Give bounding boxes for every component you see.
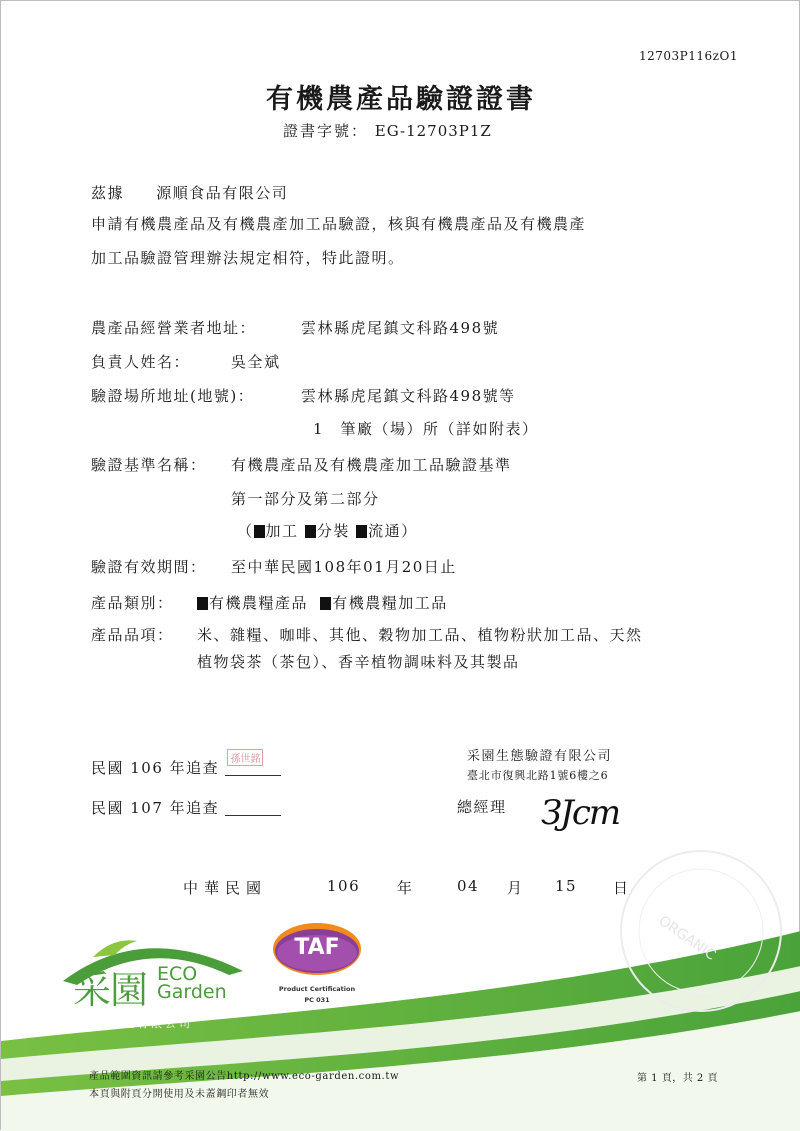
standard-value: 有機農產品及有機農產加工品驗證基準 <box>231 456 512 474</box>
followup-107-label: 民國 107 年追查 <box>91 799 220 817</box>
followup-107-line <box>225 799 281 816</box>
items-line-2: 植物袋茶（茶包）、香辛植物調味料及其製品 <box>197 653 520 671</box>
site-address-value: 雲林縣虎尾鎮文科路498號等 <box>301 387 516 405</box>
followup-106-label: 民國 106 年追查 <box>91 759 220 777</box>
date-era: 中華民國 <box>183 879 268 897</box>
watermark-text: ORGANIC <box>655 912 719 964</box>
serial-number: 12703P116zO1 <box>639 49 738 63</box>
signature: ЗJcm <box>541 793 620 833</box>
intro-line-1: 申請有機農產品及有機農產加工品驗證，核與有機農產品及有機農產 <box>91 215 587 233</box>
date-year: 106 <box>327 877 361 895</box>
intro-line-2: 加工品驗證管理辦法規定相符，特此證明。 <box>91 249 405 267</box>
items-label: 產品品項： <box>91 626 174 644</box>
category-label: 產品類別： <box>91 594 174 612</box>
operator-address-value: 雲林縣虎尾鎮文科路498號 <box>301 319 500 337</box>
footer-line-1: 產品範圍資訊請參考采園公告http://www.eco-garden.com.tw <box>89 1071 400 1082</box>
page-title: 有機農產品驗證證書 <box>266 84 536 115</box>
standard-options <box>237 520 418 541</box>
cert-number-label: 證書字號： <box>283 122 369 140</box>
date-year-unit: 年 <box>397 879 414 897</box>
standard-parts: 第一部分及第二部分 <box>231 490 380 508</box>
responsible-person-value: 吳全斌 <box>231 353 281 371</box>
checked-box <box>197 597 208 610</box>
eco-logo-subtitle: 生態驗證有限公司 <box>81 1017 193 1030</box>
option-processing: 加工 <box>265 522 299 540</box>
footer-page-number: 第 1 頁，共 2 頁 <box>637 1073 718 1084</box>
applicant-line <box>91 182 288 203</box>
issuer-company: 采園生態驗證有限公司 <box>467 749 613 764</box>
footer-line-2: 本頁與附頁分開使用及未蓋鋼印者無效 <box>89 1089 270 1100</box>
issuer-address: 臺北市復興北路1號6樓之6 <box>467 769 609 782</box>
paren-close: ） <box>401 522 418 540</box>
checked-box <box>305 525 316 538</box>
date-month-unit: 月 <box>507 879 524 897</box>
validity-value: 至中華民國108年01月20日止 <box>231 558 457 576</box>
validity-label: 驗證有效期間： <box>91 558 207 576</box>
general-manager-label: 總經理 <box>457 798 507 816</box>
based-on-label: 茲據 <box>91 184 125 202</box>
paren-open: （ <box>237 522 254 540</box>
followup-row-1 <box>91 754 281 778</box>
items-line-1: 米、雜糧、咖啡、其他、穀物加工品、植物粉狀加工品、天然 <box>197 626 643 644</box>
site-address-label: 驗證場所地址(地號)： <box>91 387 255 405</box>
date-day: 15 <box>555 877 578 895</box>
option-distribution: 流通 <box>368 522 402 540</box>
standard-label: 驗證基準名稱： <box>91 456 207 474</box>
eco-logo-en-1: ECO <box>157 963 198 985</box>
eco-garden-logo <box>53 923 253 1033</box>
inspector-stamp: 孫世銘 <box>227 749 263 766</box>
cert-number <box>283 120 492 141</box>
checked-box <box>320 597 331 610</box>
company-name: 源順食品有限公司 <box>156 184 289 202</box>
taf-subtitle-1: Product Certification <box>278 985 356 993</box>
taf-logo <box>269 921 365 1021</box>
followup-106-line <box>225 754 281 776</box>
checked-box <box>254 525 265 538</box>
eco-logo-en <box>157 965 227 1001</box>
eco-logo-en-2: Garden <box>157 981 227 1003</box>
operator-address-label: 農產品經營業者地址： <box>91 319 257 337</box>
category-options <box>197 592 448 613</box>
responsible-person-label: 負責人姓名： <box>91 353 191 371</box>
cert-number-value: EG-12703P1Z <box>374 122 492 140</box>
eco-logo-cn: 采園 <box>73 968 148 1012</box>
date-day-unit: 日 <box>613 879 630 897</box>
taf-text: TAF <box>294 935 340 960</box>
category-option-1: 有機農糧產品 <box>209 594 309 612</box>
site-count: 1 筆廠（場）所（詳如附表） <box>313 420 539 438</box>
followup-row-2 <box>91 797 281 818</box>
checked-box <box>356 525 367 538</box>
taf-subtitle-2: PC 031 <box>304 996 330 1004</box>
option-packaging: 分裝 <box>316 522 350 540</box>
date-month: 04 <box>457 877 480 895</box>
category-option-2: 有機農糧加工品 <box>332 594 448 612</box>
